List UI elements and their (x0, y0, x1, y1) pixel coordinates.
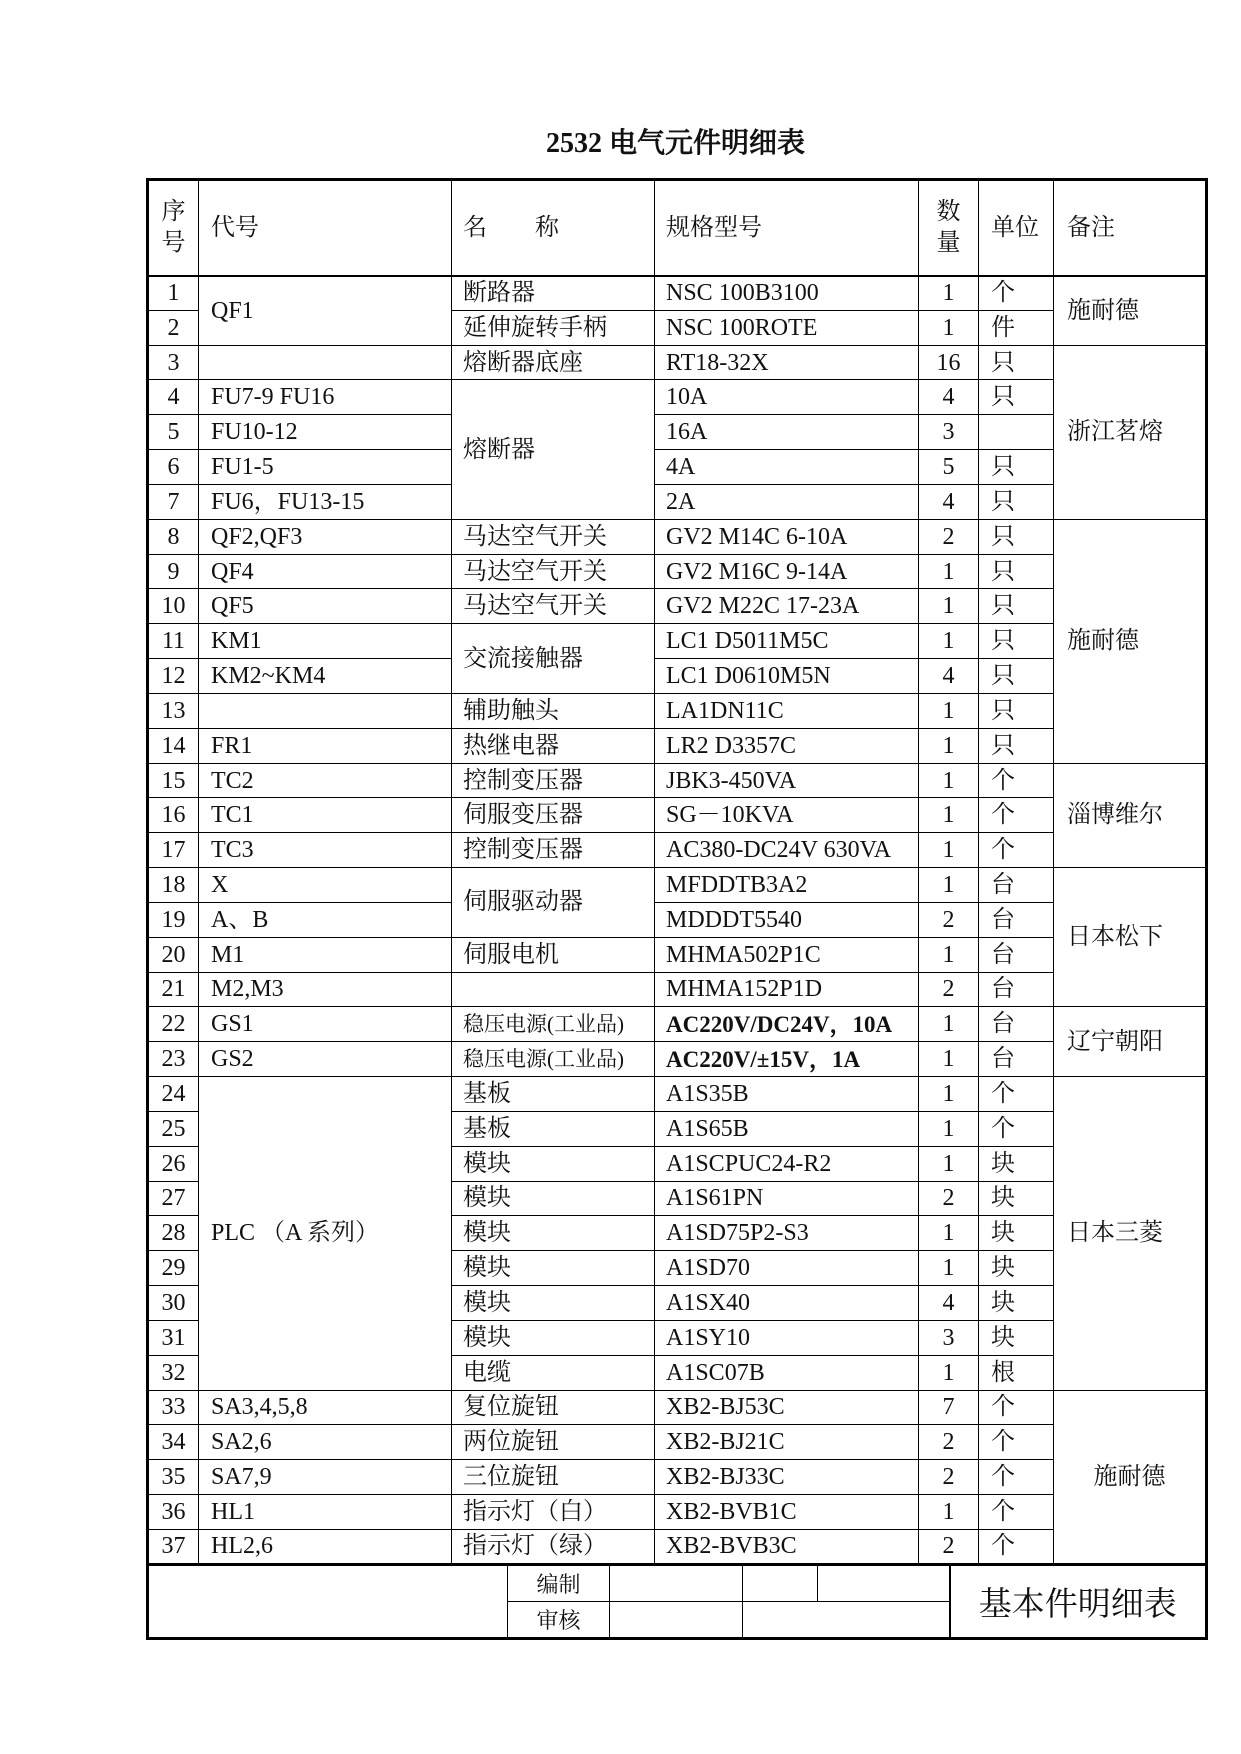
cell-name: 马达空气开关 (452, 589, 655, 624)
cell-unit: 只 (979, 519, 1054, 554)
cell-spec: A1SX40 (655, 1286, 919, 1321)
cell-unit: 个 (979, 1460, 1054, 1495)
cell-unit: 只 (979, 484, 1054, 519)
table-row (148, 1390, 1207, 1425)
cell-spec: MHMA502P1C (655, 937, 919, 972)
cell-no: 23 (148, 1042, 199, 1077)
cell-qty: 1 (919, 589, 979, 624)
cell-spec: AC220V/±15V，1A (655, 1042, 919, 1077)
cell-qty: 1 (919, 1216, 979, 1251)
cell-unit: 只 (979, 345, 1054, 380)
cell-code: FU6，FU13-15 (199, 484, 452, 519)
cell-no: 15 (148, 763, 199, 798)
cell-no: 18 (148, 868, 199, 903)
cell-code: SA3,4,5,8 (199, 1390, 452, 1425)
cell-name: 稳压电源(工业品) (452, 1007, 655, 1042)
cell-no: 11 (148, 624, 199, 659)
cell-unit: 块 (979, 1320, 1054, 1355)
table-row (148, 484, 1207, 519)
cell-qty: 1 (919, 276, 979, 311)
cell-qty: 1 (919, 1007, 979, 1042)
cell-spec: A1SD70 (655, 1251, 919, 1286)
cell-qty: 1 (919, 1111, 979, 1146)
cell-unit: 台 (979, 972, 1054, 1007)
cell-no: 36 (148, 1494, 199, 1529)
cell-code: FU7-9 FU16 (199, 380, 452, 415)
cell-no: 16 (148, 798, 199, 833)
cell-qty: 5 (919, 450, 979, 485)
cell-name: 熔断器底座 (452, 345, 655, 380)
footer-blank-cell (610, 1601, 743, 1638)
cell-qty: 4 (919, 484, 979, 519)
cell-no: 13 (148, 693, 199, 728)
cell-unit: 根 (979, 1355, 1054, 1390)
cell-no: 19 (148, 902, 199, 937)
cell-code: PLC （A 系列） (199, 1077, 452, 1390)
cell-qty: 1 (919, 1355, 979, 1390)
header-qty-label: 数量 (936, 198, 961, 256)
cell-no: 25 (148, 1111, 199, 1146)
cell-name: 模块 (452, 1216, 655, 1251)
header-no (148, 180, 199, 276)
cell-spec: A1S35B (655, 1077, 919, 1112)
footer-blank-cell (743, 1566, 818, 1602)
cell-name: 延伸旋转手柄 (452, 310, 655, 345)
table-row (148, 728, 1207, 763)
title-block (146, 1566, 1208, 1640)
cell-name: 模块 (452, 1181, 655, 1216)
cell-spec: LR2 D3357C (655, 728, 919, 763)
table-row (148, 972, 1207, 1007)
cell-unit: 块 (979, 1251, 1054, 1286)
cell-unit: 个 (979, 833, 1054, 868)
cell-no: 31 (148, 1320, 199, 1355)
parts-sheet (146, 178, 1205, 1640)
cell-qty: 1 (919, 1251, 979, 1286)
cell-name: 指示灯（绿） (452, 1529, 655, 1564)
cell-spec: XB2-BJ53C (655, 1390, 919, 1425)
cell-remark: 浙江茗熔 (1054, 345, 1207, 519)
cell-qty: 1 (919, 1077, 979, 1112)
table-row (148, 624, 1207, 659)
cell-code: SA2,6 (199, 1425, 452, 1460)
table-row (148, 763, 1207, 798)
cell-name: 模块 (452, 1286, 655, 1321)
cell-spec: NSC 100ROTE (655, 310, 919, 345)
cell-unit: 只 (979, 589, 1054, 624)
cell-spec: AC220V/DC24V，10A (655, 1007, 919, 1042)
footer-blank-cell (743, 1601, 950, 1638)
cell-name: 熔断器 (452, 380, 655, 519)
footer-blank-cell (148, 1566, 508, 1639)
cell-no: 4 (148, 380, 199, 415)
cell-no: 34 (148, 1425, 199, 1460)
cell-no: 24 (148, 1077, 199, 1112)
footer-blank-cell (818, 1566, 950, 1602)
cell-no: 35 (148, 1460, 199, 1495)
footer-compiled-label: 编制 (508, 1566, 610, 1602)
cell-qty: 1 (919, 833, 979, 868)
cell-spec: LA1DN11C (655, 693, 919, 728)
cell-spec: SG－10KVA (655, 798, 919, 833)
cell-name: 模块 (452, 1251, 655, 1286)
table-row (148, 519, 1207, 554)
cell-code: M1 (199, 937, 452, 972)
cell-no: 28 (148, 1216, 199, 1251)
header-name: 名 称 (452, 180, 655, 276)
cell-code: FU10-12 (199, 415, 452, 450)
cell-no: 21 (148, 972, 199, 1007)
cell-spec: XB2-BJ33C (655, 1460, 919, 1495)
table-row (148, 833, 1207, 868)
cell-code: FU1-5 (199, 450, 452, 485)
cell-spec: 4A (655, 450, 919, 485)
cell-no: 29 (148, 1251, 199, 1286)
table-row (148, 693, 1207, 728)
cell-name: 基板 (452, 1111, 655, 1146)
cell-unit: 个 (979, 1390, 1054, 1425)
cell-no: 30 (148, 1286, 199, 1321)
title-block-row (148, 1566, 1207, 1602)
cell-spec: GV2 M22C 17-23A (655, 589, 919, 624)
cell-spec: MDDDT5540 (655, 902, 919, 937)
header-code: 代号 (199, 180, 452, 276)
cell-name: 马达空气开关 (452, 554, 655, 589)
cell-unit: 块 (979, 1146, 1054, 1181)
cell-spec: 10A (655, 380, 919, 415)
cell-no: 22 (148, 1007, 199, 1042)
cell-qty: 4 (919, 1286, 979, 1321)
cell-no: 33 (148, 1390, 199, 1425)
cell-code: HL1 (199, 1494, 452, 1529)
cell-unit: 个 (979, 1077, 1054, 1112)
cell-qty: 4 (919, 380, 979, 415)
header-no-label: 序号 (161, 198, 186, 256)
cell-qty: 2 (919, 1425, 979, 1460)
table-row (148, 937, 1207, 972)
parts-table (146, 178, 1208, 1566)
cell-qty: 1 (919, 937, 979, 972)
header-spec: 规格型号 (655, 180, 919, 276)
cell-unit: 台 (979, 1042, 1054, 1077)
cell-spec: A1S65B (655, 1111, 919, 1146)
cell-no: 9 (148, 554, 199, 589)
cell-spec: XB2-BVB3C (655, 1529, 919, 1564)
table-row (148, 345, 1207, 380)
cell-qty: 1 (919, 1146, 979, 1181)
cell-name (452, 972, 655, 1007)
cell-name: 伺服变压器 (452, 798, 655, 833)
cell-name: 控制变压器 (452, 763, 655, 798)
cell-code: GS1 (199, 1007, 452, 1042)
table-row (148, 589, 1207, 624)
cell-unit (979, 415, 1054, 450)
cell-unit: 块 (979, 1181, 1054, 1216)
cell-qty: 1 (919, 1494, 979, 1529)
cell-unit: 件 (979, 310, 1054, 345)
cell-unit: 个 (979, 1494, 1054, 1529)
table-row (148, 868, 1207, 903)
footer-doc-title: 基本件明细表 (950, 1566, 1207, 1639)
cell-name: 两位旋钮 (452, 1425, 655, 1460)
cell-spec: XB2-BVB1C (655, 1494, 919, 1529)
cell-code: A、B (199, 902, 452, 937)
cell-no: 37 (148, 1529, 199, 1564)
cell-no: 26 (148, 1146, 199, 1181)
cell-remark: 日本松下 (1054, 868, 1207, 1007)
cell-spec: A1S61PN (655, 1181, 919, 1216)
cell-unit: 只 (979, 659, 1054, 694)
cell-name: 断路器 (452, 276, 655, 311)
cell-qty: 1 (919, 1042, 979, 1077)
cell-qty: 4 (919, 659, 979, 694)
cell-code: TC3 (199, 833, 452, 868)
cell-no: 27 (148, 1181, 199, 1216)
cell-no: 5 (148, 415, 199, 450)
table-row (148, 276, 1207, 311)
cell-qty: 1 (919, 798, 979, 833)
cell-qty: 7 (919, 1390, 979, 1425)
cell-qty: 16 (919, 345, 979, 380)
cell-qty: 2 (919, 1181, 979, 1216)
cell-no: 2 (148, 310, 199, 345)
cell-qty: 1 (919, 310, 979, 345)
cell-spec: JBK3-450VA (655, 763, 919, 798)
cell-code: SA7,9 (199, 1460, 452, 1495)
cell-spec: LC1 D0610M5N (655, 659, 919, 694)
cell-code: QF5 (199, 589, 452, 624)
cell-name: 基板 (452, 1077, 655, 1112)
cell-no: 1 (148, 276, 199, 311)
cell-name: 热继电器 (452, 728, 655, 763)
cell-qty: 2 (919, 1529, 979, 1564)
table-row (148, 902, 1207, 937)
cell-spec: GV2 M16C 9-14A (655, 554, 919, 589)
cell-qty: 2 (919, 519, 979, 554)
cell-code (199, 345, 452, 380)
cell-name: 指示灯（白） (452, 1494, 655, 1529)
cell-code: KM1 (199, 624, 452, 659)
cell-name: 伺服电机 (452, 937, 655, 972)
cell-no: 8 (148, 519, 199, 554)
cell-unit: 只 (979, 624, 1054, 659)
cell-spec: A1SD75P2-S3 (655, 1216, 919, 1251)
cell-no: 10 (148, 589, 199, 624)
table-row (148, 554, 1207, 589)
cell-name: 复位旋钮 (452, 1390, 655, 1425)
cell-code: TC2 (199, 763, 452, 798)
table-row (148, 380, 1207, 415)
table-header-row (148, 180, 1207, 276)
cell-name: 模块 (452, 1146, 655, 1181)
table-row (148, 1425, 1207, 1460)
cell-unit: 个 (979, 1529, 1054, 1564)
cell-qty: 2 (919, 1460, 979, 1495)
cell-remark: 淄博维尔 (1054, 763, 1207, 867)
footer-blank-cell (610, 1566, 743, 1602)
cell-qty: 1 (919, 624, 979, 659)
header-remark: 备注 (1054, 180, 1207, 276)
cell-code: X (199, 868, 452, 903)
cell-unit: 块 (979, 1216, 1054, 1251)
cell-qty: 1 (919, 868, 979, 903)
cell-spec: AC380-DC24V 630VA (655, 833, 919, 868)
cell-unit: 块 (979, 1286, 1054, 1321)
cell-code: FR1 (199, 728, 452, 763)
cell-code: QF2,QF3 (199, 519, 452, 554)
cell-unit: 台 (979, 937, 1054, 972)
cell-unit: 个 (979, 1111, 1054, 1146)
table-row (148, 1460, 1207, 1495)
header-qty (919, 180, 979, 276)
cell-remark: 施耐德 (1054, 276, 1207, 346)
cell-unit: 个 (979, 798, 1054, 833)
cell-no: 12 (148, 659, 199, 694)
cell-qty: 1 (919, 554, 979, 589)
cell-name: 伺服驱动器 (452, 868, 655, 938)
cell-spec: NSC 100B3100 (655, 276, 919, 311)
cell-qty: 2 (919, 972, 979, 1007)
cell-code: M2,M3 (199, 972, 452, 1007)
cell-code: TC1 (199, 798, 452, 833)
cell-unit: 只 (979, 693, 1054, 728)
table-row (148, 1529, 1207, 1564)
cell-spec: 16A (655, 415, 919, 450)
table-row (148, 1494, 1207, 1529)
document-title: 2532 电气元件明细表 (545, 128, 805, 159)
cell-qty: 3 (919, 1320, 979, 1355)
header-unit: 单位 (979, 180, 1054, 276)
cell-code: QF4 (199, 554, 452, 589)
cell-spec: GV2 M14C 6-10A (655, 519, 919, 554)
cell-no: 3 (148, 345, 199, 380)
table-row (148, 415, 1207, 450)
cell-code: QF1 (199, 276, 452, 346)
cell-name: 电缆 (452, 1355, 655, 1390)
cell-unit: 只 (979, 554, 1054, 589)
cell-name: 辅助触头 (452, 693, 655, 728)
cell-name: 控制变压器 (452, 833, 655, 868)
cell-no: 20 (148, 937, 199, 972)
cell-qty: 1 (919, 693, 979, 728)
cell-qty: 1 (919, 763, 979, 798)
cell-qty: 2 (919, 902, 979, 937)
cell-name: 模块 (452, 1320, 655, 1355)
cell-no: 17 (148, 833, 199, 868)
cell-name: 三位旋钮 (452, 1460, 655, 1495)
table-row (148, 1077, 1207, 1112)
cell-code: HL2,6 (199, 1529, 452, 1564)
cell-no: 7 (148, 484, 199, 519)
cell-no: 14 (148, 728, 199, 763)
footer-reviewed-label: 审核 (508, 1601, 610, 1638)
cell-code: GS2 (199, 1042, 452, 1077)
cell-spec: A1SCPUC24-R2 (655, 1146, 919, 1181)
cell-unit: 只 (979, 380, 1054, 415)
cell-spec: MHMA152P1D (655, 972, 919, 1007)
cell-spec: 2A (655, 484, 919, 519)
table-row (148, 450, 1207, 485)
cell-unit: 只 (979, 728, 1054, 763)
table-row (148, 659, 1207, 694)
cell-unit: 个 (979, 1425, 1054, 1460)
cell-unit: 台 (979, 902, 1054, 937)
cell-spec: A1SC07B (655, 1355, 919, 1390)
cell-name: 马达空气开关 (452, 519, 655, 554)
cell-unit: 个 (979, 763, 1054, 798)
cell-no: 6 (148, 450, 199, 485)
cell-spec: A1SY10 (655, 1320, 919, 1355)
cell-code: KM2~KM4 (199, 659, 452, 694)
cell-qty: 1 (919, 728, 979, 763)
table-row (148, 1007, 1207, 1042)
cell-spec: RT18-32X (655, 345, 919, 380)
cell-remark: 辽宁朝阳 (1054, 1007, 1207, 1077)
cell-qty: 3 (919, 415, 979, 450)
cell-remark: 日本三菱 (1054, 1077, 1207, 1390)
cell-unit: 台 (979, 1007, 1054, 1042)
table-row (148, 1042, 1207, 1077)
cell-unit: 台 (979, 868, 1054, 903)
cell-unit: 只 (979, 450, 1054, 485)
cell-unit: 个 (979, 276, 1054, 311)
cell-name: 稳压电源(工业品) (452, 1042, 655, 1077)
cell-spec: MFDDTB3A2 (655, 868, 919, 903)
cell-remark: 施耐德 (1054, 1390, 1207, 1564)
cell-spec: LC1 D5011M5C (655, 624, 919, 659)
table-row (148, 798, 1207, 833)
cell-remark: 施耐德 (1054, 519, 1207, 763)
cell-spec: XB2-BJ21C (655, 1425, 919, 1460)
cell-code (199, 693, 452, 728)
cell-name: 交流接触器 (452, 624, 655, 694)
cell-no: 32 (148, 1355, 199, 1390)
